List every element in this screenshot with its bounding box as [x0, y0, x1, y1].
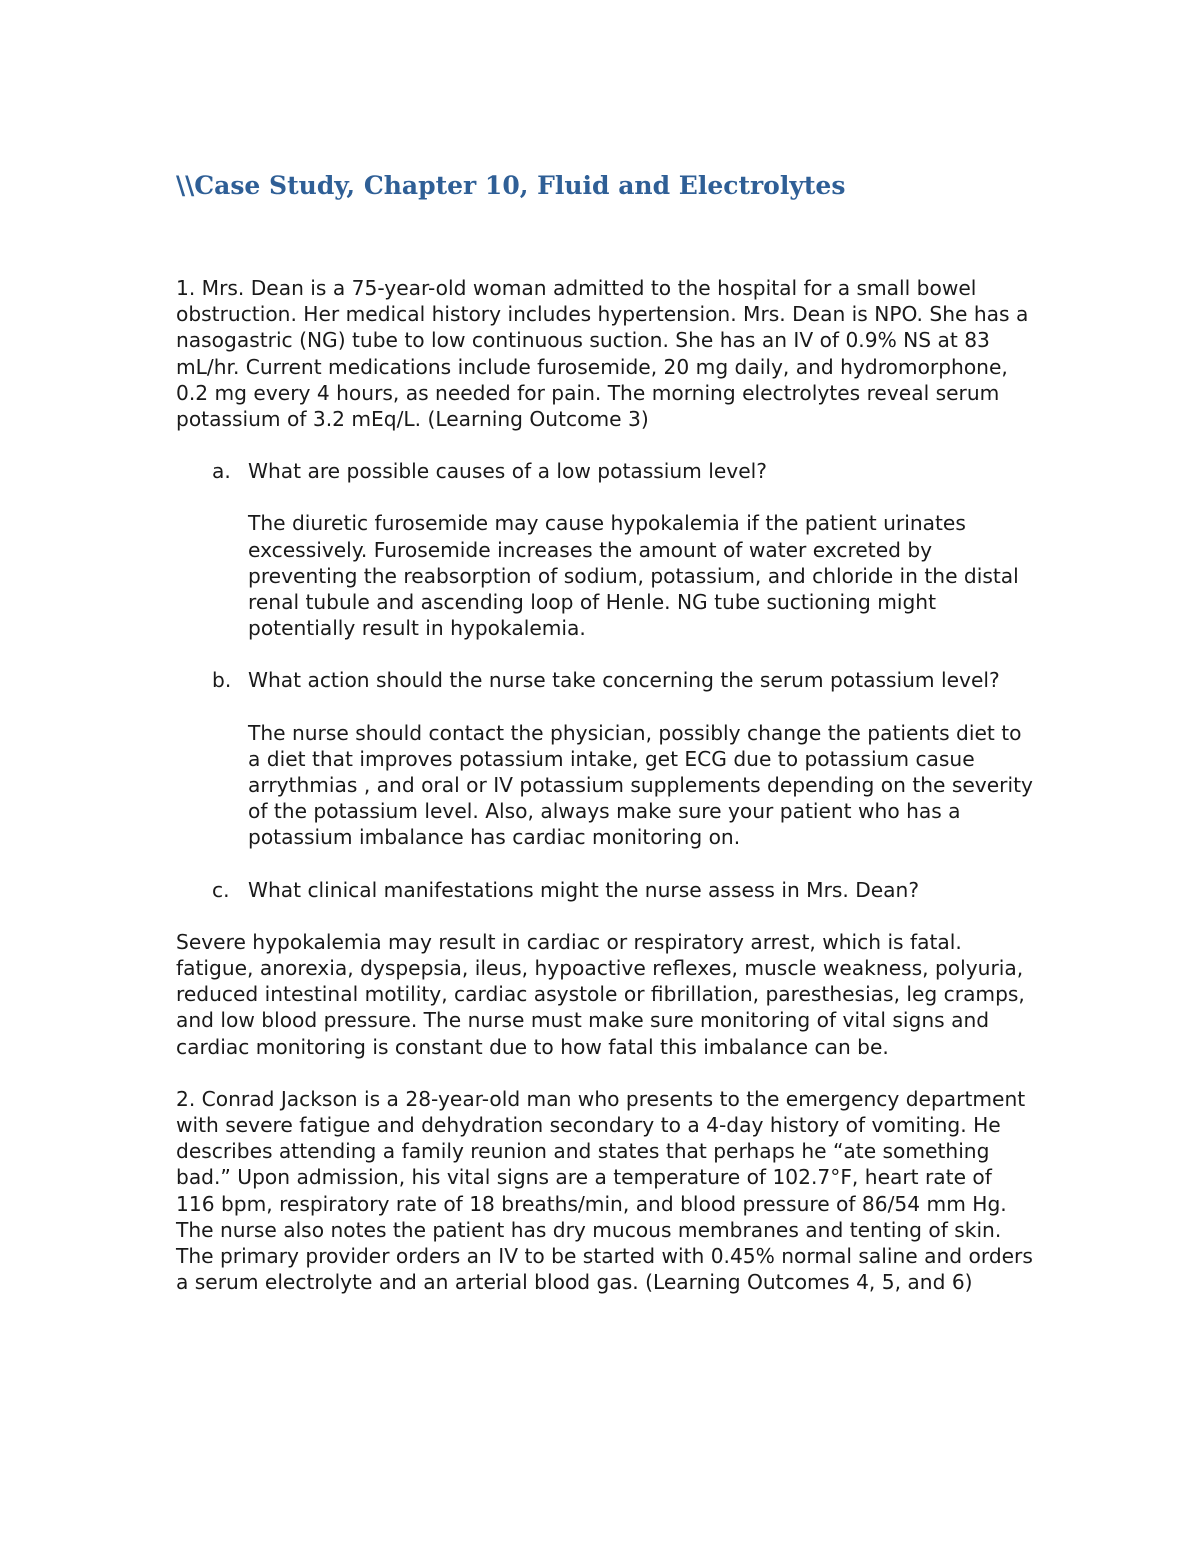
case1-intro: 1. Mrs. Dean is a 75-year-old woman admitted to the hospital for a small bowel obstruction. Her medical history includes hypertension. Mrs. Dean is NPO. She has a nasogastric (NG) tube to low continuous suction. She has an IV of 0.9% NS at 83 mL/hr. Current medications include furosemide, 20 mg daily, and hydromorphone, 0.2 mg every 4 hours, as needed for pain. The morning electrolytes reveal serum potassium of 3.2 mEq/L. (Learning Outcome 3): [176, 276, 1029, 432]
question-b: What action should the nurse take concerning the serum potassium level?: [248, 668, 1000, 693]
answer-a: The diuretic furosemide may cause hypokalemia if the patient urinates excessively. Furosemide increases the amount of water excreted by preventing the reabsorption of sodium, potassium, and chloride in the distal renal tubule and ascending loop of Henle. NG tube suctioning might potentially result in hypokalemia.: [248, 511, 1019, 641]
document-page: [176, 166, 1036, 1322]
answer-b: The nurse should contact the physician, possibly change the patients diet to a diet that improves potassium intake, get ECG due to potassium casue arrythmias , and oral or IV potassium supplements depending on the severity of the potassium level. Also, always make sure your patient who has a potassium imbalance has cardiac monitoring on.: [248, 720, 1033, 850]
list-marker: c.: [212, 877, 230, 902]
list-item: [176, 877, 1036, 903]
answer-c: Severe hypokalemia may result in cardiac or respiratory arrest, which is fatal. fatigue, anorexia, dyspepsia, ileus, hypoactive reflexes, muscle weakness, polyuria, reduced intestinal motility, cardiac asystole or fibrillation, paresthesias, leg cramps, and low blood pressure. The nurse must make sure monitoring of vital signs and cardiac monitoring is constant due to how fatal this imbalance can be.: [176, 929, 1025, 1059]
case2-intro: 2. Conrad Jackson is a 28-year-old man who presents to the emergency department with severe fatigue and dehydration secondary to a 4-day history of vomiting. He describes attending a family reunion and states that perhaps he “ate something bad.” Upon admission, his vital signs are a temperature of 102.7°F, heart rate of 116 bpm, respiratory rate of 18 breaths/min, and blood pressure of 86/54 mm Hg. The nurse also notes the patient has dry mucous membranes and tenting of skin. The primary provider orders an IV to be started with 0.45% normal saline and orders a serum electrolyte and an arterial blood gas. (Learning Outcomes 4, 5, and 6): [176, 1086, 1033, 1295]
document-title: \\Case Study, Chapter 10, Fluid and Electrolytes: [176, 171, 846, 200]
list-item: [176, 458, 1036, 641]
list-item: [176, 667, 1036, 850]
question-a: What are possible causes of a low potassium level?: [248, 459, 767, 484]
question-c: What clinical manifestations might the nurse assess in Mrs. Dean?: [248, 877, 920, 902]
list-marker: b.: [212, 668, 232, 693]
case1-question-list: [176, 458, 1036, 903]
list-marker: a.: [212, 459, 231, 484]
